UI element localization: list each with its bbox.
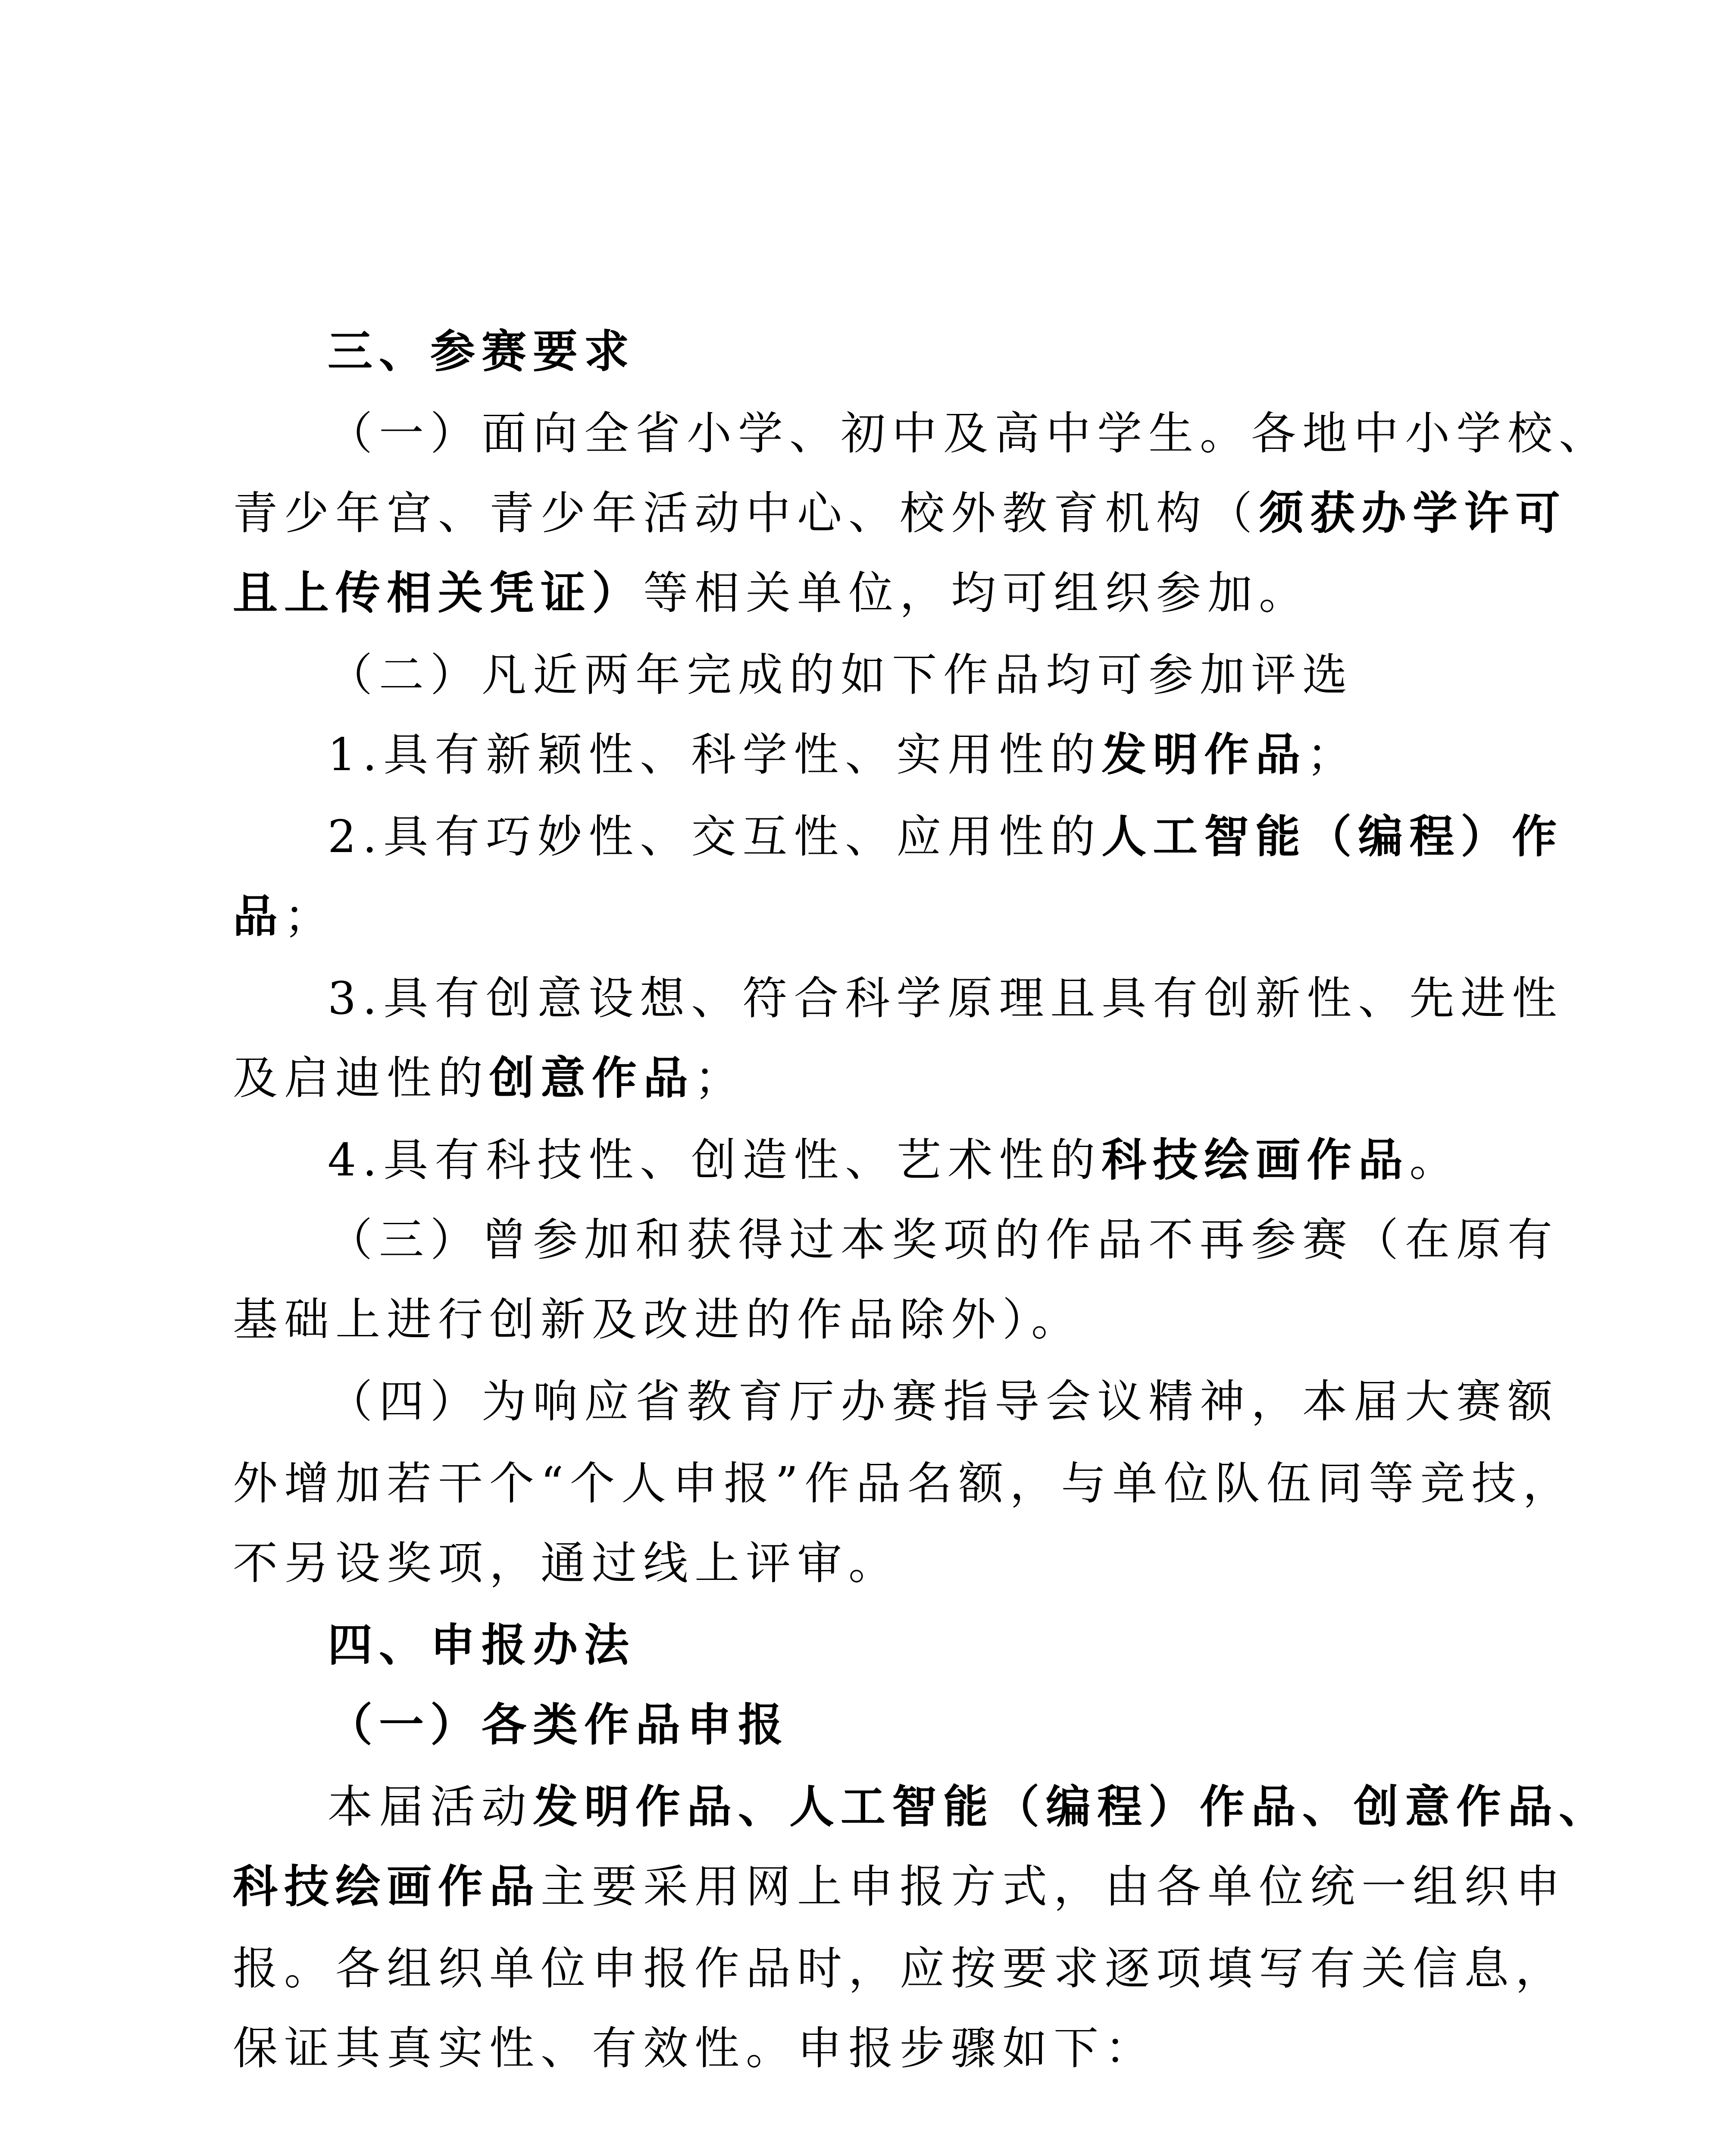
list-item-3 [328, 968, 1564, 1028]
text: 青少年宫、青少年活动中心、校外教育机构（ [233, 487, 1259, 539]
text: ； [1307, 728, 1358, 781]
text: 4.具有科技性、创造性、艺术性的 [328, 1134, 1102, 1186]
text: 1.具有新颖性、科学性、实用性的 [328, 728, 1102, 781]
bold-text: 发明作品 [1101, 728, 1307, 781]
paragraph-line [328, 1210, 1559, 1270]
paragraph-line [328, 645, 1483, 705]
section-heading-3 [328, 321, 1483, 382]
bold-text: 创意作品 [489, 1052, 695, 1104]
paragraph-line [328, 403, 1611, 464]
paragraph-line [328, 1777, 1611, 1837]
text: 等相关单位，均可组织参加。 [643, 567, 1311, 619]
text: （二）凡近两年完成的如下作品均可参加评选 [328, 649, 1354, 701]
paragraph-line [233, 1938, 1567, 1999]
text: 及启迪性的 [233, 1052, 490, 1104]
text: 不另设奖项，通过线上评审。 [233, 1537, 900, 1589]
bold-text: 科技绘画作品 [233, 1860, 541, 1913]
paragraph-line [233, 1856, 1567, 1917]
text: 外增加若干个“个人申报”作品名额，与单位队伍同等竞技， [233, 1457, 1574, 1510]
paragraph-line [233, 1289, 1483, 1350]
list-item-3-continued [233, 1048, 1483, 1108]
text: ； [284, 890, 336, 943]
bold-text: 科技绘画作品 [1101, 1134, 1410, 1186]
bold-text: 人工智能（编程）作 [1101, 810, 1564, 863]
list-item-4 [328, 1130, 1483, 1190]
paragraph-line [233, 563, 1483, 623]
text: 2.具有巧妙性、交互性、应用性的 [328, 810, 1102, 863]
paragraph-line [233, 1453, 1574, 1514]
bold-text: 品 [233, 890, 285, 943]
list-item-2 [328, 806, 1564, 867]
paragraph-line [328, 1371, 1559, 1432]
subsection-heading [328, 1695, 1483, 1755]
text: 。 [1409, 1134, 1461, 1186]
section-heading-4 [328, 1615, 1483, 1675]
text: 报。各组织单位申报作品时，应按要求逐项填写有关信息， [233, 1942, 1567, 1995]
bold-text: 须获办学许可 [1259, 487, 1567, 539]
paragraph-line [233, 1533, 1483, 1593]
text: （一）面向全省小学、初中及高中学生。各地中小学校、 [328, 407, 1611, 460]
paragraph-line [233, 483, 1567, 543]
bold-text: 三、参赛要求 [328, 325, 636, 378]
text: 本届活动 [328, 1780, 533, 1833]
bold-text: （一）各类作品申报 [328, 1698, 790, 1751]
text: 基础上进行创新及改进的作品除外）。 [233, 1293, 1083, 1346]
text: 主要采用网上申报方式，由各单位统一组织申 [541, 1860, 1567, 1913]
text: （四）为响应省教育厅办赛指导会议精神，本届大赛额 [328, 1375, 1559, 1428]
bold-text: 四、申报办法 [328, 1619, 636, 1671]
paragraph-line [233, 2018, 1483, 2078]
list-item-1 [328, 724, 1483, 785]
text: ； [694, 1052, 746, 1104]
text: （三）曾参加和获得过本奖项的作品不再参赛（在原有 [328, 1213, 1559, 1266]
list-item-2-continued [233, 886, 1483, 946]
text: 3.具有创意设想、符合科学原理且具有创新性、先进性 [328, 972, 1564, 1025]
text: 保证其真实性、有效性。申报步骤如下： [233, 2022, 1157, 2075]
bold-text: 且上传相关凭证） [233, 567, 644, 619]
bold-text: 发明作品、人工智能（编程）作品、创意作品、 [533, 1780, 1611, 1833]
